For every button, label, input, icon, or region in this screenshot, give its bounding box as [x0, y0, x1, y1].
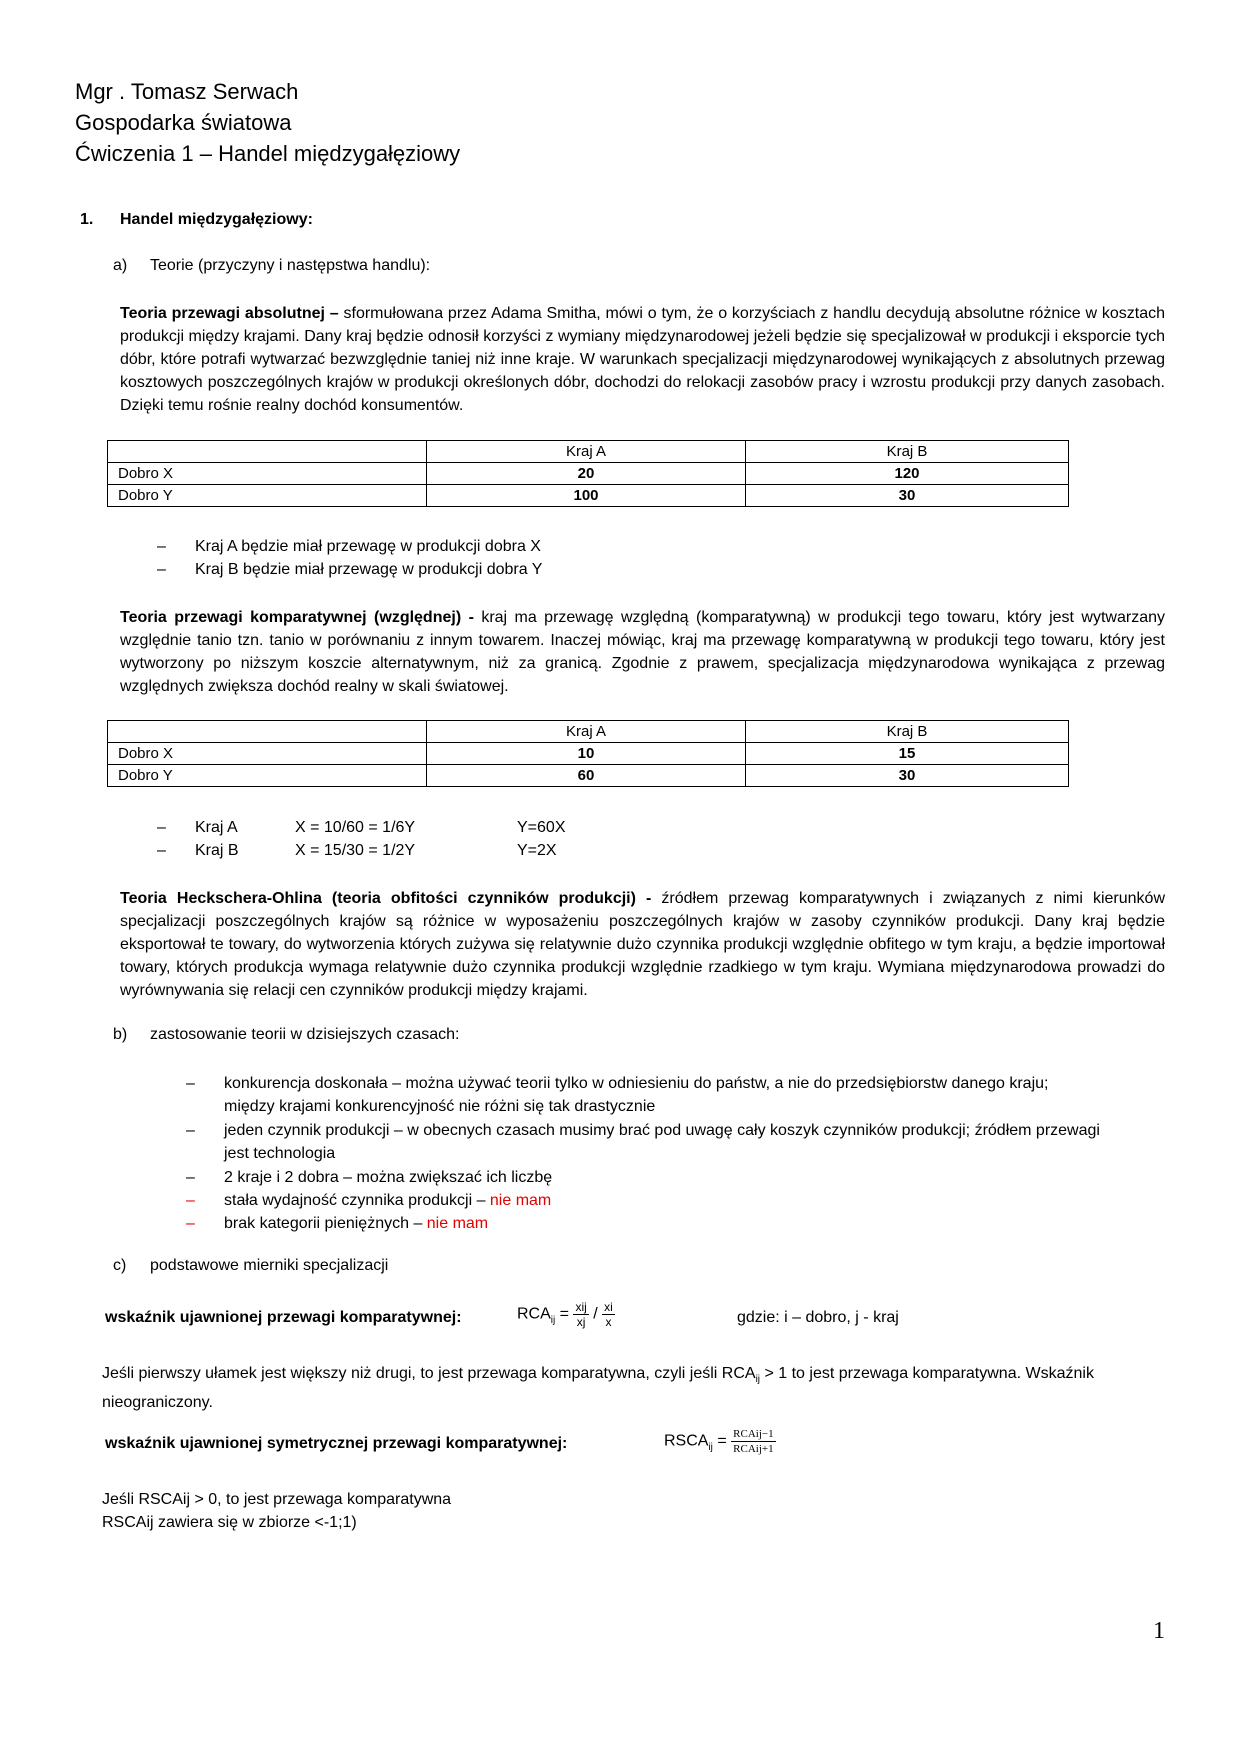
- table-header-kraj-b: Kraj B: [746, 441, 1069, 463]
- list-item: – Kraj B będzie miał przewagę w produkcji dobra Y: [157, 561, 543, 578]
- comparative-advantage-text: kraj ma przewagę względną (komparatywną) w produkcji tego towaru, który jest wytwarzany względnie tanio tzn. tanio w porównaniu z innym towarem. Inaczej mówiąc, kraj ma przewagę komparatywną w produkcji tego towaru, który jest wytworzony po niższym koszcie alternatywnym, niż za granicą. Zgodnie z prawem, specjalizacja międzynarodowa wynikająca z przewag względnych zwiększa dochód realny w skali światowej.: [120, 609, 1165, 695]
- heckscher-ohlin-paragraph: [120, 887, 1165, 1002]
- rca-note: Jeśli pierwszy ułamek jest większy niż drugi, to jest przewaga komparatywna, czyli jeśli $RCA_{ij} > 1$ to jest przewaga komparatywna. Wskaźnik nieograniczony.: [102, 1365, 1094, 1412]
- heckscher-ohlin-text: źródłem przewag komparatywnych i związanych z nimi kierunków specjalizacji poszczególnych krajów są różnice w wyposażeniu poszczególnych krajów w zasoby czynników produkcji. Dany kraj będzie eksportował te towary, do wytworzenia których zużywa się relatywnie dużo czynnika produkcji względnie obfitego w tym kraju, a będzie importował towary, których produkcja wymaga relatywnie dużo czynnika produkcji względnie rzadkiego w tym kraju. Wymiana międzynarodowa prowadzi do wyrównywania się relacji cen czynników produkcji między krajami.: [120, 890, 1165, 999]
- section-number: 1.: [80, 211, 94, 228]
- document-header: [75, 76, 460, 169]
- subsection-c-title: podstawowe mierniki specjalizacji: [150, 1257, 389, 1274]
- row-label: Dobro X: [108, 743, 427, 765]
- table-row: [108, 765, 1069, 787]
- absolute-advantage-text: sformułowana przez Adama Smitha, mówi o tym, że o korzyściach z handlu decydują absolutne różnice w kosztach produkcji między krajami. Dany kraj będzie odnosił korzyści z wymiany międzynarodowej jeżeli będzie się specjalizował w produkcji i eksporcie tych dóbr, które potrafi wytwarzać bezwzględnie taniej niż inne kraje. W warunkach specjalizacji międzynarodowej wynikających z absolutnych przewag kosztowych poszczególnych krajów w produkcji określonych dóbr, dochodzi do relokacji zasobów pracy i wzrostu produkcji przy danych zasobach. Dzięki temu rośnie realny dochód konsumentów.: [120, 305, 1166, 414]
- table-row: [108, 463, 1069, 485]
- page-number: 1: [1153, 1618, 1165, 1644]
- rca-where: gdzie: i – dobro, j - kraj: [737, 1309, 899, 1326]
- table-header-kraj-a: Kraj A: [427, 721, 746, 743]
- table-header-empty: [108, 721, 427, 743]
- list-item: – Kraj A będzie miał przewagę w produkcji dobra X: [157, 538, 541, 555]
- list-item: – stała wydajność czynnika produkcji – nie mam: [186, 1192, 552, 1209]
- section-title: Handel międzygałęziowy:: [120, 211, 313, 228]
- comparative-advantage-paragraph: [120, 606, 1165, 698]
- list-item: – 2 kraje i 2 dobra – można zwiększać ich liczbę: [186, 1169, 553, 1186]
- rsca-notes: Jeśli RSCAij > 0, to jest przewaga komparatywna RSCAij zawiera się w zbiorze <-1;1): [102, 1491, 452, 1531]
- list-item: – jeden czynnik produkcji – w obecnych czasach musimy brać pod uwagę cały koszyk czynników produkcji; źródłem przewagi jest technologia: [186, 1122, 1100, 1162]
- cell-value: 30: [746, 765, 1069, 787]
- cell-value: 30: [746, 485, 1069, 507]
- subsection-b-label: b): [113, 1026, 128, 1043]
- cell-value: 10: [427, 743, 746, 765]
- rsca-formula: $RSCA_{ij}$ = $\frac{\text{RCAij−1}}{\text{RCAij+1}}$: [664, 1428, 774, 1455]
- list-item: – konkurencja doskonała – można używać teorii tylko w odniesieniu do państw, a nie do przedsiębiorstw danego kraju; między krajami konkurencyjność nie różni się tak drastycznie: [186, 1075, 1049, 1115]
- rca-label: wskaźnik ujawnionej przewagi komparatywnej:: [105, 1309, 462, 1326]
- subsection-a-title: Teorie (przyczyny i następstwa handlu):: [150, 257, 431, 274]
- topic-line: Ćwiczenia 1 – Handel międzygałęziowy: [75, 141, 461, 166]
- rca-formula: $RCA_{ij}$ = $\frac{\text{xij}}{xj}$ / $\frac{xi}{x}$: [517, 1300, 613, 1329]
- subsection-a-label: a): [113, 257, 128, 274]
- row-label: Dobro Y: [108, 485, 427, 507]
- table-row: [108, 485, 1069, 507]
- comparative-advantage-term: Teoria przewagi komparatywnej (względnej) -: [120, 609, 474, 626]
- row-label: Dobro X: [108, 463, 427, 485]
- cell-value: 120: [746, 463, 1069, 485]
- cell-value: 60: [427, 765, 746, 787]
- calc-row-kraj-a: – Kraj A X = 10/60 = 1/6Y Y=60X: [157, 819, 566, 836]
- rsca-label: wskaźnik ujawnionej symetrycznej przewagi komparatywnej:: [105, 1435, 568, 1452]
- absolute-advantage-table: [107, 440, 1069, 507]
- table-header-kraj-b: Kraj B: [746, 721, 1069, 743]
- calc-row-kraj-b: – Kraj B X = 15/30 = 1/2Y Y=2X: [157, 842, 557, 859]
- absolute-advantage-term: Teoria przewagi absolutnej –: [120, 305, 339, 322]
- subsection-c-label: c): [113, 1257, 127, 1274]
- cell-value: 15: [746, 743, 1069, 765]
- table-header-empty: [108, 441, 427, 463]
- cell-value: 100: [427, 485, 746, 507]
- row-label: Dobro Y: [108, 765, 427, 787]
- absolute-advantage-paragraph: [120, 302, 1165, 417]
- author-line: Mgr . Tomasz Serwach: [75, 79, 299, 104]
- subsection-b-title: zastosowanie teorii w dzisiejszych czasach:: [150, 1026, 460, 1043]
- course-line: Gospodarka światowa: [75, 110, 292, 135]
- heckscher-ohlin-term: Teoria Heckschera-Ohlina (teoria obfitości czynników produkcji) -: [120, 890, 652, 907]
- table-row: [108, 743, 1069, 765]
- cell-value: 20: [427, 463, 746, 485]
- list-item: – brak kategorii pieniężnych – nie mam: [186, 1215, 489, 1232]
- table-header-kraj-a: Kraj A: [427, 441, 746, 463]
- comparative-advantage-table: [107, 720, 1069, 787]
